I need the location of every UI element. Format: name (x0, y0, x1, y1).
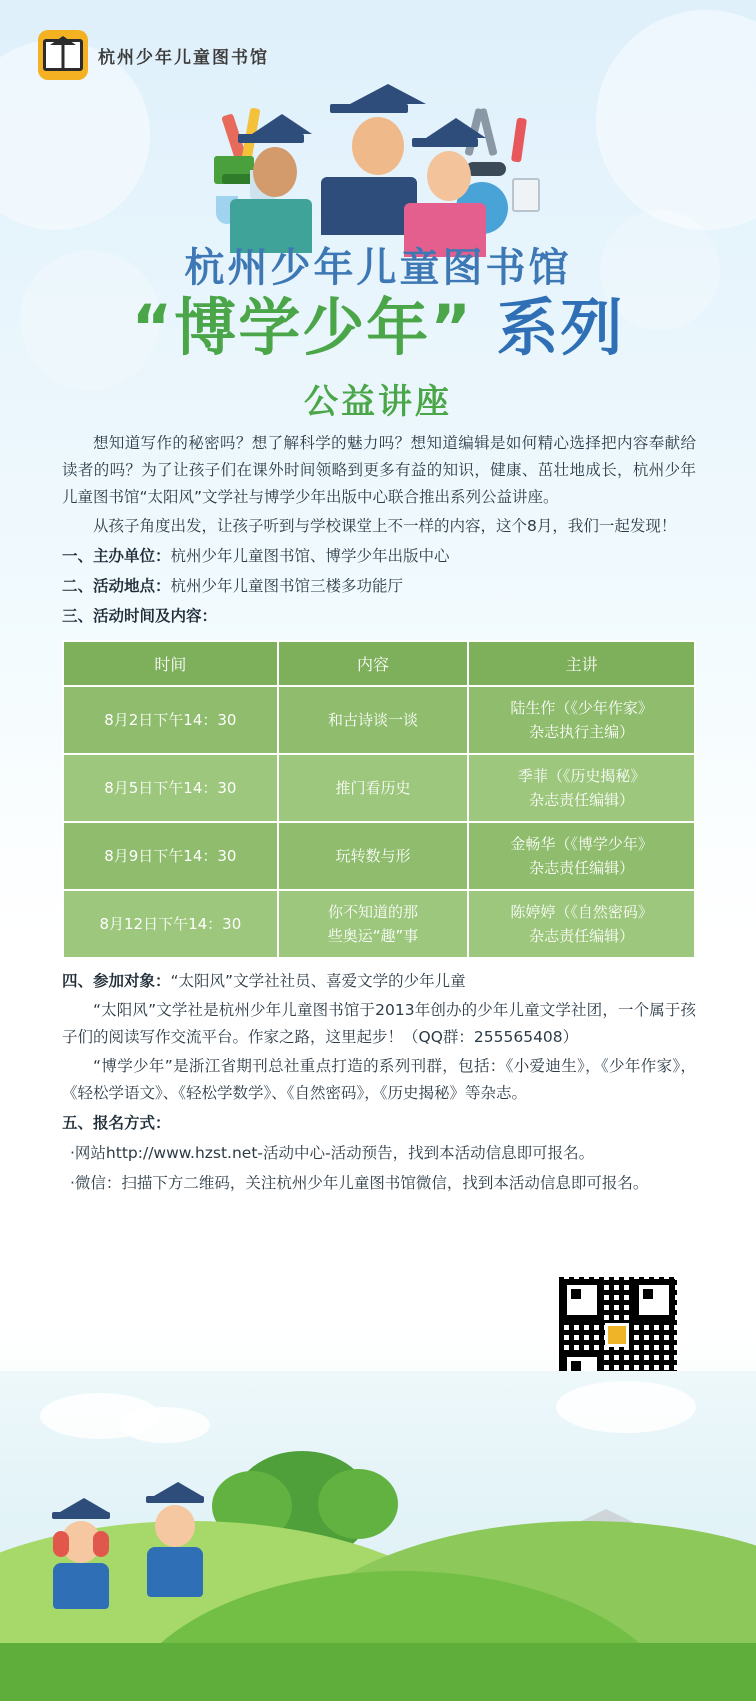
speaker-line-2: 杂志责任编辑） (529, 927, 635, 945)
table-row (63, 686, 695, 754)
organization-name: 杭州少年儿童图书馆 (98, 47, 269, 68)
signup-label: 五、报名方式： (62, 1114, 171, 1132)
pen-icon (511, 118, 527, 163)
table-header-row (63, 641, 695, 686)
hero-quote-left: “ (131, 291, 175, 364)
poster-title-line1: 杭州少年儿童图书馆 (184, 245, 572, 291)
hero-green-text: 博学少年 (174, 291, 431, 364)
signup-wechat-line: ·微信：扫描下方二维码，关注杭州少年儿童图书馆微信，找到本活动信息即可报名。 (70, 1174, 649, 1192)
topic-line-1: 你不知道的那 (327, 903, 418, 921)
speaker-line-1: 金畅华（《博学少年》 (510, 835, 653, 853)
hero-quote-right: ” (430, 291, 473, 364)
speaker-line-2: 杂志责任编辑） (529, 791, 635, 809)
table-row (63, 822, 695, 890)
poster-subtitle: 公益讲座 (304, 382, 452, 422)
speaker-line-1: 陈婷婷（《自然密码》 (510, 903, 653, 921)
speaker-line-2: 杂志执行主编） (529, 723, 635, 741)
cell-topic: 玩转数与形 (278, 822, 469, 890)
club-paragraph: “太阳风”文学社是杭州少年儿童图书馆于2013年创办的少年儿童文学社团，一个属于孩子们的阅读写作交流平台。作家之路，这里起步！（QQ群：255565408） (62, 1001, 696, 1046)
hero-blue-text: 系列 (496, 291, 625, 364)
venue-value: 杭州少年儿童图书馆三楼多功能厅 (170, 577, 404, 595)
cell-time: 8月2日下午14：30 (63, 686, 278, 754)
signup-heading (62, 1109, 696, 1137)
poster-body (62, 430, 696, 1199)
organizer-line (62, 542, 696, 570)
table-row (63, 754, 695, 822)
students-illustration (0, 78, 756, 238)
child-figure-right (146, 1482, 204, 1597)
column-speaker: 主讲 (468, 641, 695, 686)
cell-topic (278, 890, 469, 958)
organizer-label: 一、主办单位： (62, 547, 171, 565)
child-figure-left (52, 1498, 110, 1609)
header-logo (38, 30, 269, 80)
venue-line (62, 572, 696, 600)
speaker-line-1: 陆生作（《少年作家》 (510, 699, 653, 717)
column-topic: 内容 (278, 641, 469, 686)
cell-time: 8月9日下午14：30 (63, 822, 278, 890)
magazines-paragraph: “博学少年”是浙江省期刊总社重点打造的系列刊群，包括：《小爱迪生》，《少年作家》，《轻松学语文》、《轻松学数学》、《自然密码》，《历史揭秘》等杂志。 (62, 1057, 696, 1102)
student-figure-left (238, 114, 312, 253)
intro-paragraph-2: 从孩子角度出发，让孩子听到与学校课堂上不一样的内容，这个8月，我们一起发现！ (93, 517, 677, 535)
bottom-scenery (0, 1371, 756, 1701)
schedule-label: 三、活动时间及内容： (62, 607, 218, 625)
cell-topic: 和古诗谈一谈 (278, 686, 469, 754)
notebook-icon (512, 178, 540, 212)
intro-paragraph-1: 想知道写作的秘密吗？想了解科学的魅力吗？想知道编辑是如何精心选择把内容奉献给读者的吗？为了让孩子们在课外时间领略到更多有益的知识，健康、茁壮地成长，杭州少年儿童图书馆“太阳风”文学社与博学少年出版中心联合推出系列公益讲座。 (62, 434, 696, 506)
tree-icon (318, 1469, 398, 1539)
cell-speaker (468, 890, 695, 958)
cell-speaker (468, 686, 695, 754)
speaker-line-2: 杂志责任编辑） (529, 859, 635, 877)
cloud-icon (556, 1381, 696, 1433)
cloud-icon (120, 1407, 210, 1443)
column-time: 时间 (63, 641, 278, 686)
organizer-value: 杭州少年儿童图书馆、博学少年出版中心 (170, 547, 450, 565)
audience-label: 四、参加对象： (62, 972, 171, 990)
cell-speaker (468, 754, 695, 822)
schedule-table (62, 640, 696, 959)
topic-line-2: 些奥运“趣”事 (327, 927, 419, 945)
schedule-heading (62, 602, 696, 630)
poster-hero-title (0, 292, 756, 363)
venue-label: 二、活动地点： (62, 577, 171, 595)
signup-website-line: ·网站http://www.hzst.net-活动中心-活动预告，找到本活动信息即可报名。 (70, 1144, 595, 1162)
audience-line (62, 967, 696, 995)
cell-topic: 推门看历史 (278, 754, 469, 822)
table-row (63, 890, 695, 958)
audience-value: “太阳风”文学社社员、喜爱文学的少年儿童 (170, 972, 466, 990)
cell-time: 8月5日下午14：30 (63, 754, 278, 822)
cell-speaker (468, 822, 695, 890)
cell-time: 8月12日下午14：30 (63, 890, 278, 958)
speaker-line-1: 季菲（《历史揭秘》 (517, 767, 646, 785)
library-logo-icon (38, 30, 88, 80)
